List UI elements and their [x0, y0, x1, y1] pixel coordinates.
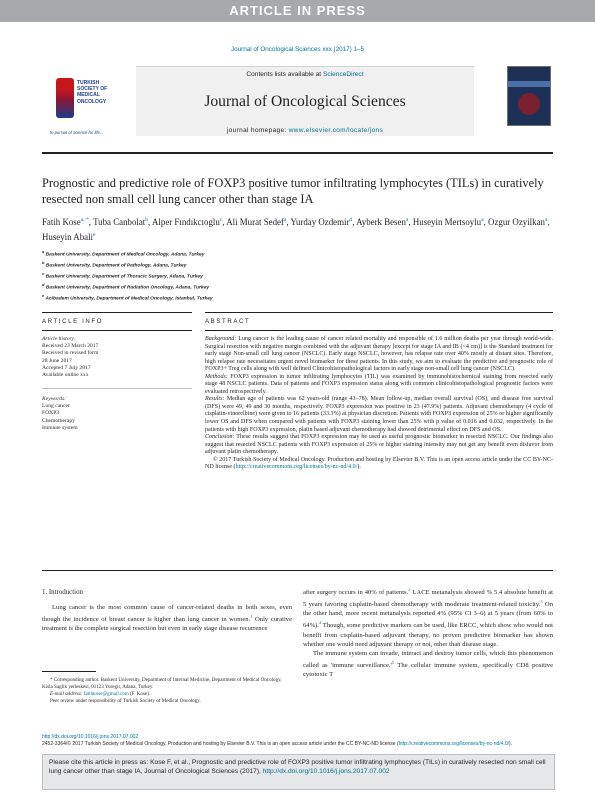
journal-cover-image[interactable] [507, 66, 551, 126]
affiliation-item [42, 259, 553, 270]
cover-graphic [518, 93, 540, 115]
affiliation-text: Baskent University, Department of Radiation Oncology, Adana, Turkey [45, 285, 210, 291]
history-divider [42, 388, 192, 389]
keyword-item: Lung cancer [42, 403, 70, 410]
journal-homepage-line: journal homepage: www.elsevier.com/locate/jons [226, 127, 384, 134]
abstract-rule-bottom [205, 330, 553, 331]
affiliation-marker[interactable]: e [93, 232, 96, 239]
abstract-copyright: © 2017 Turkish Society of Medical Oncology. Production and hosting by Elsevier B.V. This is an open access article under the CC BY-NC-ND license (http://creativecommons.org/licenses/by-nc-nd/4.0/). [205, 456, 553, 471]
peer-review-note: Peer review under responsibility of Turkish Society of Medical Oncology. [50, 698, 201, 704]
abstract-body [205, 336, 553, 472]
author-list: Fatih Kose$^{a, *}$, Tuba Canbolat$^b$, Alper Fındıkcıoglu$^c$, Ali Murat Sedef$^a$, Yurday Ozdemir$^d$, Ayberk Besen$^a$, Huseyin Mertsoylu$^a$, Ozgur Ozyilkan$^a$, Huseyin Abali$^e$ [42, 216, 550, 243]
citation-doi-link[interactable]: http://dx.doi.org/10.1016/j.jons.2017.07.002 [262, 768, 390, 776]
reference-link[interactable]: 3 [540, 599, 543, 605]
email-note: E-mail address: fatihkose@gmail.com (F. Kose). [50, 691, 151, 697]
affiliation-marker[interactable]: a [481, 217, 484, 223]
society-emblem-icon [56, 78, 74, 118]
history-item: Available online xxx [42, 372, 89, 379]
keyword-list [42, 396, 172, 432]
reference-link[interactable]: 4 [318, 620, 322, 626]
article-info-rule-top [42, 312, 192, 313]
affiliation-letter: b [42, 259, 45, 265]
affiliation-marker[interactable]: c [219, 217, 223, 223]
email-link[interactable]: fatihkose@gmail.com [83, 691, 129, 697]
affiliation-marker[interactable]: a [544, 217, 548, 223]
author-name[interactable]: Ayberk Besen [356, 216, 406, 227]
author-name[interactable]: Fatih Kose [42, 216, 81, 227]
abstract-end-rule [42, 570, 553, 571]
journal-title: Journal of Oncological Sciences [204, 93, 406, 110]
author-name[interactable]: Alper Fındıkcıoglu [152, 216, 220, 227]
society-logo [50, 78, 120, 136]
doi-link[interactable]: http://dx.doi.org/10.1016/j.jons.2017.07.002 [42, 734, 139, 740]
introduction-heading: 1. Introduction [42, 589, 83, 596]
introduction-continued [303, 585, 553, 679]
issn-line: 2452-3364/© 2017 Turkish Society of Medical Oncology. Production and hosting by Elsevier B.V. This is an open access article under the CC BY-NC-ND license (http://creativecommons.org/licenses/by-nc-nd/4.0/). [42, 740, 513, 747]
affiliation-text: Acibadem University, Department of Medical Oncology, Istanbul, Turkey [45, 296, 213, 302]
introduction-paragraph: Lung cancer is the most common cause of cancer-related deaths in both sexes, even though the incidence of breast cancer is higher than lung cancer in women.$^1$ Only curative treatment is the complete surgical resection but even in early stage disease recurrence [42, 604, 292, 633]
affiliation-marker[interactable]: a, * [80, 217, 89, 223]
reference-link[interactable]: 1 [250, 614, 253, 619]
header-divider [42, 152, 553, 154]
affiliation-letter: a [42, 249, 45, 254]
affiliation-item [42, 270, 553, 281]
history-item: Accepted 7 July 2017 [42, 364, 91, 371]
abstract-conclusion: Conclusion: These results suggest that FOXP3 expression may be used as useful prognostic biomarker in resected NSCLC. Our findings also suggest that resected NSCLC patients with FOXP3 expression of 25% or higher staining intensity may not get any benefit even disfavor from adjuvant platin chemotherapy. [205, 434, 553, 456]
reference-link[interactable]: 2 [408, 587, 411, 592]
abstract-results: Results: Median age of patients was 62 years-old (range 43–78). Mean follow-up, median overall survival (OS), and disease free survival (DFS) were 49, 49 and 30 months, respectively. FOXP3 expression was positive in 23 (47.9%) patients. Adjuvant chemotherapy (4 cycle of cisplatin-vinorelbine) were given to 16 patients (33.3%) at physician discretion. Patients with FOXP3 expression of 25% or higher significantly lower OS and DFS when compared with patients with FOXP3 staining lower than 25% with p value of 0.016 and 0.032, respectively. In the patients with high FOXP3 expression, platin based adjuvant chemotherapy had showed detrimental effect on DFS and OS. [205, 396, 553, 433]
article-history [42, 336, 172, 379]
history-item: Received in revised form [42, 350, 99, 357]
author-name[interactable]: Tuba Canbolat [93, 216, 146, 227]
keyword-item: Immune system [42, 424, 78, 431]
footnotes [42, 677, 292, 705]
reference-link[interactable]: 5 [391, 659, 395, 665]
keyword-item: FOXP3 [42, 410, 60, 417]
author-name[interactable]: Huseyin Mertsoylu [412, 216, 482, 227]
affiliation-letter: e [42, 292, 45, 298]
history-item: Received 23 March 2017 [42, 343, 99, 350]
article-in-press-banner: ARTICLE IN PRESS [0, 0, 595, 22]
affiliation-text: Baskent University, Department of Pathology, Adana, Turkey [45, 263, 187, 269]
affiliation-letter: d [42, 281, 45, 287]
affiliation-list [42, 248, 553, 303]
society-logo-slogan: In pursuit of science for life... [50, 130, 104, 135]
journal-info-panel [136, 66, 474, 136]
journal-header [42, 66, 553, 148]
affiliation-marker[interactable]: b [145, 217, 149, 223]
running-header[interactable]: Journal of Oncological Sciences xxx (2017) 1–5 [230, 46, 364, 53]
affiliation-letter: c [42, 270, 45, 276]
affiliation-item [42, 292, 553, 303]
author-name[interactable]: Ozgur Ozyilkan [488, 216, 545, 227]
article-info-heading: ARTICLE INFO [42, 318, 104, 325]
affiliation-text: Baskent University, Department of Thoracic Surgery, Adana, Turkey [45, 274, 203, 280]
license-link[interactable]: http://creativecommons.org/licenses/by-nc-nd/4.0/ [398, 740, 509, 747]
article-title: Prognostic and predictive role of FOXP3 positive tumor infiltrating lymphocytes (TILs) in curatively resected non small cell lung cancer other than stage IA [42, 176, 544, 206]
history-label: Article history: [42, 336, 77, 342]
article-info-rule-bottom [42, 330, 192, 331]
abstract-rule-top [205, 312, 553, 313]
affiliation-marker[interactable]: a [405, 217, 409, 223]
abstract-license-link[interactable]: http://creativecommons.org/licenses/by-nc-nd/4.0/ [235, 464, 358, 471]
corresponding-author-note: * Corresponding author. Baskent University, Department of Internal Medicine, Department of Medical Oncology, Kisla Saglik yerleskesi, 01123 Yuregir, Adana, Turkey. [42, 677, 282, 690]
contents-line: Contents lists available at ScienceDirect [246, 71, 364, 78]
intro-paragraph-2: after surgery occurs in 40% of patients.$^2$ LACE metanalysis showed % 5.4 absolute benefit at 5 years favoring cisplatin-based chemotherapy with moderate treatment-related toxicity.$^3$ On the other hand, more recent metanalysis reported 4% (95% CI 3–6) at 5 years (from 60% to 64%).$^4$ Though, some predictive markers can be used, like ERCC, which show who would not benefit from cisplatin-based adjuvant therapy, no proven predictive biomarker has shown whether one would need adjuvant therapy or not, other than disease stage. [303, 587, 554, 648]
keywords-label: Keywords: [42, 396, 67, 402]
history-item: 28 June 2017 [42, 357, 72, 364]
society-logo-text: TURKISH SOCIETY OF MEDICAL ONCOLOGY [77, 80, 108, 105]
affiliation-item [42, 281, 553, 292]
affiliation-marker[interactable]: a [283, 217, 287, 223]
footnote-divider [42, 671, 96, 672]
journal-homepage-link[interactable]: www.elsevier.com/locate/jons [288, 127, 384, 134]
citation-box: Please cite this article in press as: Kose F, et al., Prognostic and predictive role of FOXP3 positive tumor infiltrating lymphocytes (TILs) in curatively resected non small cell lung cancer other than stage IA, Journal of Oncological Sciences (2017), http://dx.doi.org/10.1016/j.jons.2017.07.002 [42, 754, 555, 790]
cover-stripe [508, 81, 550, 87]
keyword-item: Chemotherapy [42, 417, 75, 424]
abstract-methods: Methods: FOXP3 expression in tumor infiltrating lymphocytes (TIL) was examined by immunohistochemical staining from resected early stage 48 NSCLC patients. Data of patients and FOXP3 expression status along with common clinicohistopathological prognostic factors were evaluated retrospectively. [205, 373, 553, 395]
abstract-heading: ABSTRACT [205, 318, 251, 325]
affiliation-marker[interactable]: d [349, 217, 353, 223]
author-name[interactable]: Huseyin Abali [42, 232, 94, 243]
affiliation-text: Baskent University, Department of Medical Oncology, Adana, Turkey [45, 252, 205, 258]
affiliation-item [42, 248, 553, 259]
author-name[interactable]: Ali Murat Sedef [226, 216, 284, 227]
doi-license-block [42, 734, 553, 747]
author-name[interactable]: Yurday Ozdemir [290, 216, 350, 227]
abstract-background: Background: Lung cancer is the leading cause of cancer related mortality and responsible of 1.6 million deaths per year through world-wide. Surgical resection with negative margin combined with the adjuvant therapy [except for stage IA and IB (<4 cm)] is the Standard treatment for early stage Non-small cell lung cancer (NSCLC). Early stage NSCLC, however, has relapse rate over 40% mostly at distant sites. Therefore, high relapse rate necessitates urgent novel biomarker for these patients. In this study, we aim to evaluate the predictive and prognostic role of FOXP3+ Treg cells along with well defined Clinicohistopathological factors in early stage non-small cell lung cancer (NSCLC). [205, 336, 553, 373]
sciencedirect-link[interactable]: ScienceDirect [322, 71, 364, 78]
intro-paragraph-3: The immune system can invade, interact and destroy tumor cells, which this phenomenon called as 'immune $surveillance.'^5$ The cellular immune system, specifically CD8 positive cytotoxic T [303, 649, 553, 678]
